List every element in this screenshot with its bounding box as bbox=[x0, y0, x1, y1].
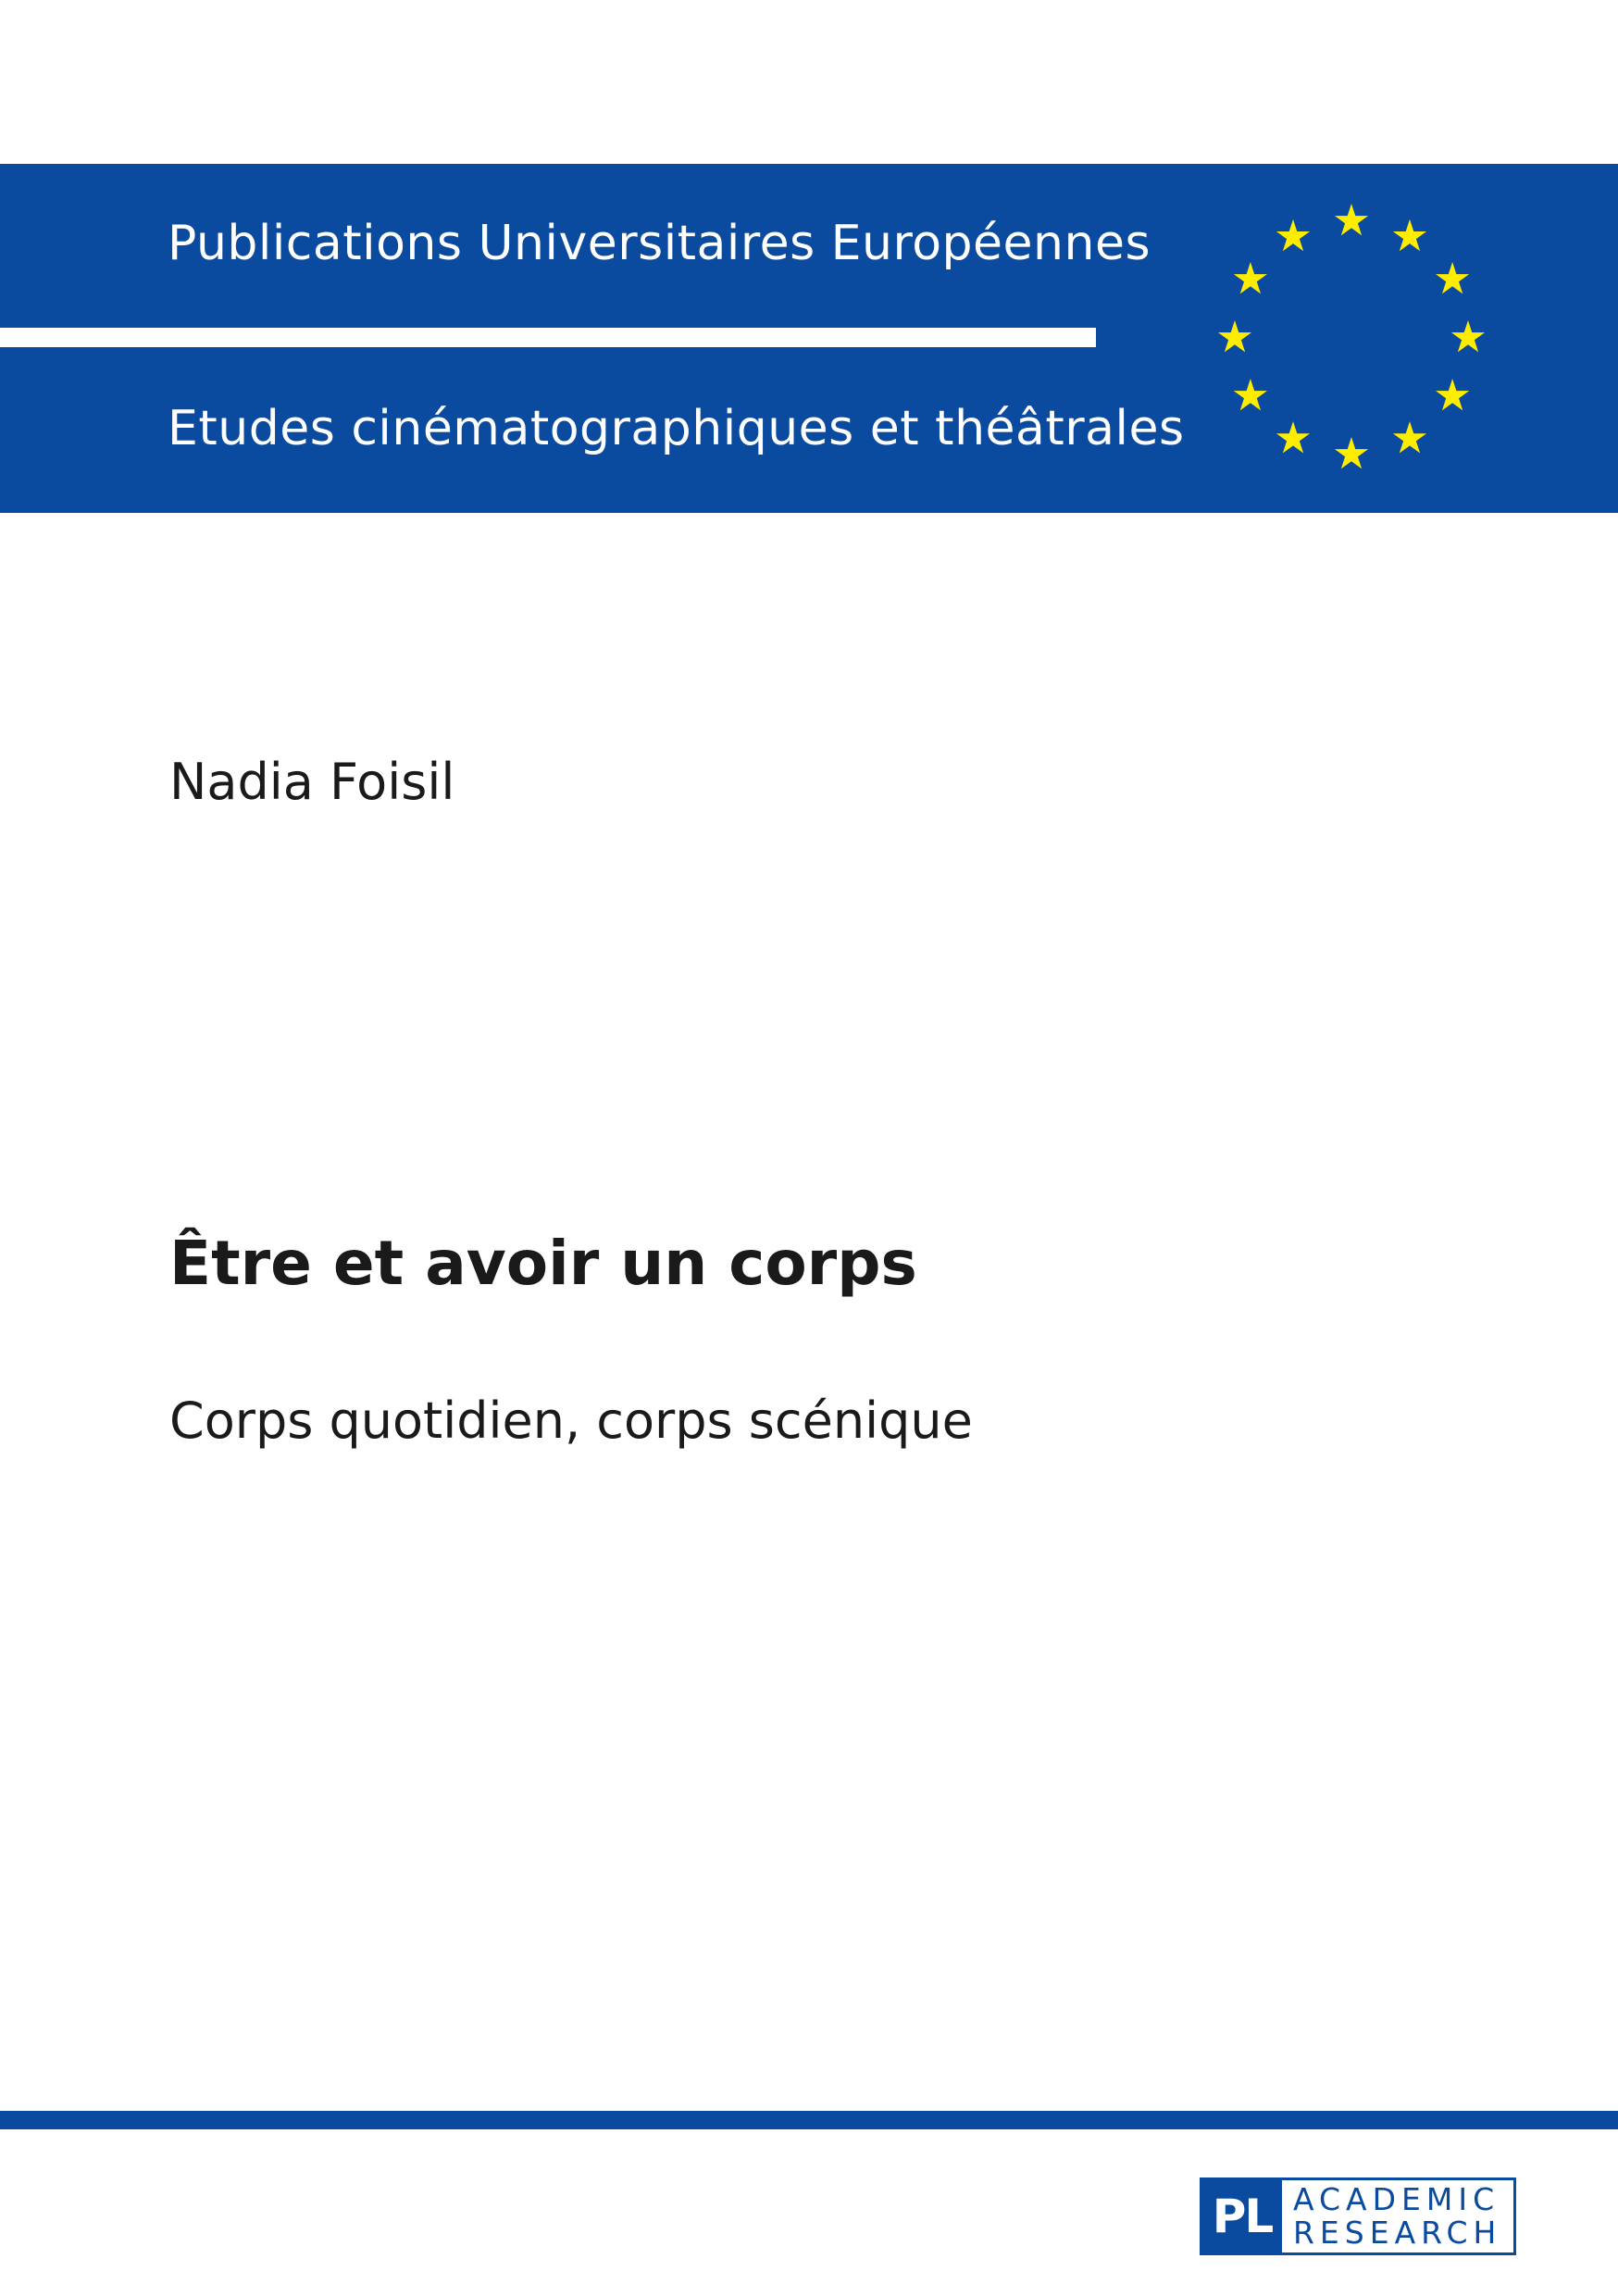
eu-stars-circle-icon bbox=[1203, 194, 1500, 481]
star-icon bbox=[1234, 262, 1267, 293]
star-icon bbox=[1335, 437, 1368, 468]
star-icon bbox=[1436, 262, 1469, 293]
publisher-logo-line1: ACADEMIC bbox=[1293, 2181, 1500, 2218]
star-icon bbox=[1218, 320, 1251, 352]
book-title: Être et avoir un corps bbox=[169, 1228, 917, 1299]
star-icon bbox=[1234, 379, 1267, 410]
book-subtitle: Corps quotidien, corps scénique bbox=[169, 1391, 973, 1450]
series-divider-strip bbox=[0, 328, 1096, 347]
publisher-logo-line2: RESEARCH bbox=[1293, 2215, 1502, 2251]
star-icon bbox=[1436, 379, 1469, 410]
series-name: Publications Universitaires Européennes bbox=[168, 216, 1151, 271]
series-subseries-name: Etudes cinématographiques et théâtrales bbox=[168, 401, 1185, 456]
star-icon bbox=[1451, 320, 1485, 352]
star-icon bbox=[1335, 204, 1368, 235]
star-icon bbox=[1393, 421, 1426, 453]
footer-rule bbox=[0, 2111, 1618, 2129]
star-icon bbox=[1276, 421, 1310, 453]
star-icon bbox=[1276, 219, 1310, 251]
publisher-logo-mark: PL bbox=[1202, 2180, 1282, 2252]
publisher-logo-text bbox=[1282, 2180, 1513, 2252]
star-icon bbox=[1393, 219, 1426, 251]
author-name: Nadia Foisil bbox=[169, 753, 455, 811]
publisher-logo bbox=[1200, 2177, 1516, 2255]
